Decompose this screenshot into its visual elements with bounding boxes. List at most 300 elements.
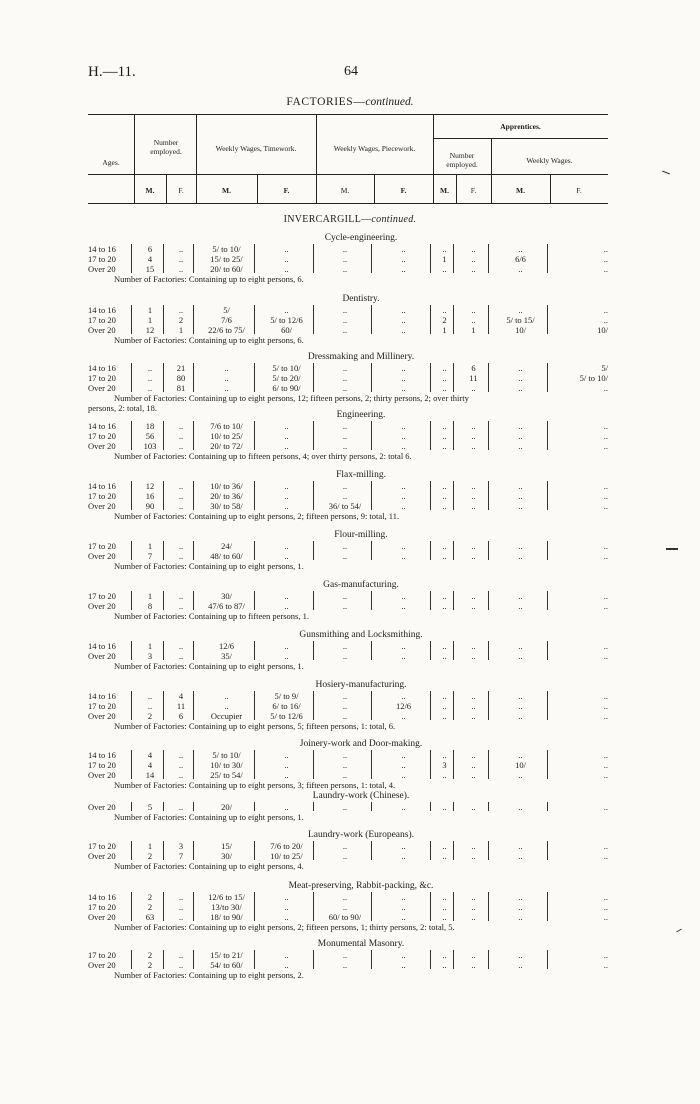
cell-timework-f: .. [284, 491, 289, 501]
column-rule [131, 892, 132, 921]
table-row [88, 591, 608, 601]
column-rule [453, 591, 454, 610]
column-rule [131, 691, 132, 720]
page-title [0, 96, 700, 108]
cell-appr-wages-f: .. [603, 383, 608, 393]
cell-appr-number-f: .. [471, 851, 476, 861]
column-rule [254, 750, 255, 779]
column-rule [430, 691, 431, 720]
cell-appr-wages-m: .. [518, 441, 523, 451]
cell-number-m: 56 [145, 431, 155, 441]
cell-ages: 17 to 20 [88, 315, 116, 325]
region-name: INVERCARGILL— [283, 214, 372, 225]
factories-count-note: Number of Factories: Containing up to eight persons, 2. [114, 970, 304, 980]
cell-appr-number-f: .. [471, 431, 476, 441]
cell-number-m: 1 [147, 315, 153, 325]
section-rows [88, 950, 608, 970]
column-rule [453, 363, 454, 392]
column-rule [254, 363, 255, 392]
column-rule [453, 244, 454, 273]
section-rows [88, 421, 608, 451]
cell-number-m: 2 [147, 950, 153, 960]
cell-timework-f: 5/ to 12/6 [270, 315, 303, 325]
column-rule [313, 641, 314, 660]
cell-number-f: .. [178, 591, 184, 601]
cell-piecework-m: .. [342, 802, 348, 812]
cell-appr-number-m: .. [442, 431, 447, 441]
cell-timework-m: .. [224, 383, 229, 393]
cell-number-f: 81 [176, 383, 186, 393]
cell-appr-wages-m: .. [518, 541, 523, 551]
cell-appr-wages-m: .. [518, 383, 523, 393]
column-rule [453, 892, 454, 921]
factories-count-note: Number of Factories: Containing up to fifteen persons, 4; over thirty persons, 2: total 6. [114, 451, 412, 461]
cell-number-f: .. [178, 244, 184, 254]
cell-appr-number-f: .. [471, 711, 476, 721]
cell-piecework-f: .. [401, 305, 406, 315]
cell-appr-wages-m: .. [518, 373, 523, 383]
cell-piecework-m: .. [342, 481, 348, 491]
cell-appr-number-m: .. [442, 841, 447, 851]
cell-appr-number-f: .. [471, 315, 476, 325]
section-title: Laundry-work (Chinese). [312, 791, 410, 801]
column-rule [254, 244, 255, 273]
column-rule [371, 802, 372, 811]
cell-number-f: .. [178, 601, 184, 611]
cell-timework-f: 5/ to 20/ [272, 373, 301, 383]
table-row [88, 431, 608, 441]
cell-piecework-m: .. [342, 641, 348, 651]
cell-timework-f: 10/ to 25/ [270, 851, 303, 861]
cell-appr-number-f: .. [471, 591, 476, 601]
cell-ages: 17 to 20 [88, 760, 116, 770]
column-rule [193, 541, 194, 560]
cell-piecework-f: .. [401, 501, 406, 511]
table-row [88, 551, 608, 561]
table-row [88, 950, 608, 960]
cell-piecework-m: .. [342, 325, 348, 335]
column-rule [313, 244, 314, 273]
cell-appr-number-m: .. [442, 541, 447, 551]
section-title: Gas-manufacturing. [323, 580, 399, 590]
column-rule [547, 244, 548, 273]
cell-appr-number-f: .. [471, 481, 476, 491]
table-row [88, 421, 608, 431]
cell-piecework-f: .. [401, 325, 406, 335]
cell-appr-wages-f: .. [603, 601, 608, 611]
cell-piecework-f: .. [401, 750, 406, 760]
cell-ages: 14 to 16 [88, 421, 116, 431]
factory-section [88, 880, 608, 932]
factory-section [88, 409, 608, 461]
cell-timework-m: 47/6 to 87/ [208, 601, 245, 611]
cell-appr-number-f: .. [471, 541, 476, 551]
cell-timework-f: .. [284, 902, 289, 912]
cell-number-m: 1 [147, 305, 153, 315]
cell-timework-m: 13/to 30/ [211, 902, 242, 912]
column-rule [193, 691, 194, 720]
cell-timework-f: 5/ to 10/ [272, 363, 301, 373]
column-rule [313, 363, 314, 392]
cell-number-f: .. [178, 541, 184, 551]
column-rule [488, 691, 489, 720]
column-rule [163, 892, 164, 921]
cell-piecework-m: .. [342, 960, 348, 970]
cell-appr-wages-m: .. [518, 960, 523, 970]
cell-timework-m: Occupier [210, 711, 243, 721]
column-rule [313, 691, 314, 720]
cell-appr-number-f: .. [471, 491, 476, 501]
column-rule [163, 691, 164, 720]
cell-appr-number-m: .. [442, 960, 447, 970]
cell-ages: 17 to 20 [88, 373, 116, 383]
column-rule [131, 541, 132, 560]
cell-piecework-f: .. [401, 770, 406, 780]
cell-appr-number-m: .. [442, 383, 447, 393]
section-title: Flax-milling. [336, 470, 386, 480]
cell-piecework-m: .. [342, 363, 348, 373]
cell-piecework-f: .. [401, 760, 406, 770]
factories-count-note: Number of Factories: Containing up to fifteen persons, 1. [114, 611, 309, 621]
cell-appr-number-m: .. [442, 441, 447, 451]
table-row [88, 760, 608, 770]
cell-timework-f: .. [284, 481, 289, 491]
cell-appr-wages-m: 10/ [515, 325, 526, 335]
cell-appr-wages-f: .. [603, 802, 608, 812]
col-m: M. [145, 186, 155, 195]
table-row [88, 701, 608, 711]
cell-ages: 17 to 20 [88, 701, 116, 711]
cell-timework-f: .. [284, 802, 289, 812]
column-rule [547, 950, 548, 969]
cell-appr-wages-f: .. [603, 491, 608, 501]
cell-timework-m: 30/ [221, 591, 232, 601]
factories-count-note: Number of Factories: Containing up to eight persons, 1. [114, 561, 304, 571]
column-rule [254, 691, 255, 720]
cell-number-f: .. [178, 421, 184, 431]
cell-appr-number-m: 2 [442, 315, 447, 325]
column-rule [488, 481, 489, 510]
cell-piecework-f: .. [401, 363, 406, 373]
cell-number-m: 6 [147, 244, 153, 254]
cell-appr-wages-f: .. [603, 641, 608, 651]
table-row [88, 651, 608, 661]
column-rule [430, 363, 431, 392]
factories-count-note: Number of Factories: Containing up to eight persons, 6. [114, 274, 304, 284]
cell-number-m: .. [147, 373, 153, 383]
cell-timework-f: .. [284, 541, 289, 551]
cell-appr-wages-m: .. [518, 691, 523, 701]
factory-section [88, 529, 608, 571]
column-rule [131, 244, 132, 273]
cell-appr-number-f: .. [471, 601, 476, 611]
cell-appr-wages-m: .. [518, 950, 523, 960]
table-row [88, 770, 608, 780]
section-title: Cycle-engineering. [324, 233, 398, 243]
cell-piecework-m: .. [342, 591, 348, 601]
column-rule [371, 892, 372, 921]
cell-number-m: 18 [145, 421, 155, 431]
section-title: Engineering. [336, 410, 386, 420]
column-rule [313, 802, 314, 811]
cell-piecework-m: .. [342, 760, 348, 770]
cell-number-m: 14 [145, 770, 155, 780]
region-heading [0, 214, 700, 225]
column-rule [131, 481, 132, 510]
cell-piecework-f: .. [401, 431, 406, 441]
section-title: Hosiery-manufacturing. [315, 680, 407, 690]
cell-appr-wages-m: .. [518, 551, 523, 561]
factories-count-note: Number of Factories: Containing up to eight persons, 12; fifteen persons, 2; thirty persons, 2; over thirty [114, 393, 469, 403]
cell-ages: Over 20 [88, 651, 116, 661]
cell-timework-m: 15/ to 25/ [210, 254, 243, 264]
cell-appr-number-m: .. [442, 770, 447, 780]
cell-appr-number-m: 1 [442, 254, 447, 264]
col-number-employed: Number employed. [150, 138, 182, 156]
section-title: Joinery-work and Door-making. [299, 739, 423, 749]
section-rows [88, 481, 608, 511]
column-rule [547, 750, 548, 779]
cell-appr-wages-m: .. [518, 601, 523, 611]
cell-number-f: 7 [178, 851, 184, 861]
cell-piecework-m: .. [342, 551, 348, 561]
column-rule [163, 802, 164, 811]
cell-ages: Over 20 [88, 383, 116, 393]
cell-number-f: .. [178, 441, 184, 451]
cell-timework-m: 30/ [221, 851, 232, 861]
cell-number-m: 2 [147, 892, 153, 902]
cell-timework-f: .. [284, 501, 289, 511]
column-rule [488, 950, 489, 969]
cell-appr-number-m: .. [442, 802, 447, 812]
column-rule [430, 541, 431, 560]
column-rule [430, 305, 431, 334]
column-rule [430, 841, 431, 860]
factories-count-note: Number of Factories: Containing up to eight persons, 4. [114, 861, 304, 871]
cell-appr-number-f: .. [471, 244, 476, 254]
cell-number-f: .. [178, 902, 184, 912]
column-rule [313, 950, 314, 969]
cell-appr-wages-f: .. [603, 591, 608, 601]
column-rule [488, 802, 489, 811]
section-rows [88, 892, 608, 922]
cell-number-f: .. [178, 491, 184, 501]
factories-count-note: Number of Factories: Containing up to eight persons, 6. [114, 335, 304, 345]
cell-appr-wages-m: .. [518, 501, 523, 511]
cell-appr-wages-f: 5/ [601, 363, 608, 373]
cell-appr-number-m: .. [442, 421, 447, 431]
column-rule [453, 841, 454, 860]
cell-piecework-m: .. [342, 750, 348, 760]
cell-ages: 17 to 20 [88, 591, 116, 601]
column-rule [488, 363, 489, 392]
cell-piecework-f: .. [401, 421, 406, 431]
column-rule [131, 641, 132, 660]
cell-ages: 17 to 20 [88, 254, 116, 264]
cell-number-m: 2 [147, 902, 153, 912]
cell-appr-wages-m: .. [518, 851, 523, 861]
cell-ages: Over 20 [88, 601, 116, 611]
column-rule [547, 802, 548, 811]
cell-number-f: .. [178, 960, 184, 970]
cell-appr-wages-f: .. [603, 960, 608, 970]
col-appr-wages: Weekly Wages. [526, 156, 573, 165]
column-rule [547, 691, 548, 720]
column-rule [313, 305, 314, 334]
cell-piecework-f: .. [401, 651, 406, 661]
cell-appr-number-f: .. [471, 501, 476, 511]
cell-piecework-f: .. [401, 912, 406, 922]
cell-timework-m: 18/ to 90/ [210, 912, 243, 922]
title-main: FACTORIES— [286, 96, 366, 108]
cell-appr-wages-f: .. [603, 315, 608, 325]
factory-section [88, 232, 608, 284]
column-rule [131, 950, 132, 969]
cell-ages: 17 to 20 [88, 541, 116, 551]
column-rule [163, 541, 164, 560]
col-apprentices: Apprentices. [500, 122, 541, 131]
cell-appr-number-m: .. [442, 601, 447, 611]
column-rule [430, 481, 431, 510]
column-rule [453, 481, 454, 510]
column-rule [163, 421, 164, 450]
section-title: Laundry-work (Europeans). [307, 830, 415, 840]
table-row [88, 264, 608, 274]
cell-number-f: 1 [178, 325, 184, 335]
column-rule [430, 950, 431, 969]
cell-timework-m: 10/ to 25/ [210, 431, 243, 441]
section-rows [88, 750, 608, 780]
cell-appr-number-m: .. [442, 711, 447, 721]
cell-number-m: 1 [147, 841, 153, 851]
cell-appr-wages-m: 10/ [515, 760, 526, 770]
cell-appr-wages-f: 10/ [597, 325, 608, 335]
column-rule [488, 244, 489, 273]
col-wages-timework: Weekly Wages, Timework. [215, 144, 297, 153]
column-rule [430, 421, 431, 450]
cell-number-m: 90 [145, 501, 155, 511]
cell-piecework-f: .. [401, 902, 406, 912]
column-rule [453, 750, 454, 779]
cell-ages: Over 20 [88, 551, 116, 561]
column-rule [371, 363, 372, 392]
column-rule [254, 641, 255, 660]
cell-number-f: 3 [178, 841, 184, 851]
cell-timework-m: 54/ to 60/ [210, 960, 243, 970]
column-rule [131, 591, 132, 610]
column-rule [371, 481, 372, 510]
cell-appr-wages-f: .. [603, 841, 608, 851]
table-row [88, 383, 608, 393]
cell-number-f: 21 [176, 363, 186, 373]
column-rule [488, 641, 489, 660]
cell-ages: 14 to 16 [88, 481, 116, 491]
cell-piecework-f: .. [401, 641, 406, 651]
section-rows [88, 641, 608, 661]
cell-piecework-m: .. [342, 691, 348, 701]
cell-appr-wages-f: .. [603, 701, 608, 711]
column-rule [254, 892, 255, 921]
column-rule [371, 591, 372, 610]
cell-timework-m: 10/ to 30/ [210, 760, 243, 770]
column-rule [547, 481, 548, 510]
cell-piecework-f: .. [401, 960, 406, 970]
column-rule [163, 750, 164, 779]
cell-appr-wages-f: .. [603, 691, 608, 701]
column-rule [547, 841, 548, 860]
table-row [88, 373, 608, 383]
cell-appr-number-m: .. [442, 264, 447, 274]
column-rule [547, 305, 548, 334]
cell-appr-number-m: .. [442, 373, 447, 383]
cell-appr-number-f: .. [471, 651, 476, 661]
cell-timework-m: 25/ to 54/ [210, 770, 243, 780]
cell-timework-f: .. [284, 431, 289, 441]
cell-appr-wages-f: .. [603, 264, 608, 274]
cell-ages: 14 to 16 [88, 305, 116, 315]
cell-number-f: .. [178, 950, 184, 960]
section-rows [88, 691, 608, 721]
col-m: M. [516, 186, 525, 195]
table-row [88, 841, 608, 851]
column-rule [313, 481, 314, 510]
column-rule [453, 691, 454, 720]
cell-appr-wages-f: .. [603, 651, 608, 661]
section-title: Flour-milling. [334, 530, 388, 540]
cell-piecework-f: .. [401, 254, 406, 264]
cell-number-m: 7 [147, 551, 153, 561]
cell-timework-m: .. [224, 701, 229, 711]
table-row [88, 802, 608, 812]
column-rule [488, 305, 489, 334]
section-title: Monumental Masonry. [317, 939, 405, 949]
cell-number-m: 8 [147, 601, 153, 611]
cell-number-f: 2 [178, 315, 184, 325]
column-rule [430, 802, 431, 811]
cell-timework-f: .. [284, 892, 289, 902]
cell-timework-f: .. [284, 244, 289, 254]
cell-number-m: .. [147, 363, 153, 373]
factories-count-note: Number of Factories: Containing up to eight persons, 3; fifteen persons, 1: total, 4. [114, 780, 396, 790]
cell-number-f: 4 [178, 691, 184, 701]
cell-ages: 14 to 16 [88, 750, 116, 760]
cell-timework-m: 7/6 to 10/ [210, 421, 243, 431]
column-rule [453, 950, 454, 969]
section-rows [88, 591, 608, 611]
cell-timework-f: 6/ to 90/ [272, 383, 301, 393]
cell-timework-f: .. [284, 750, 289, 760]
cell-timework-f: .. [284, 421, 289, 431]
cell-appr-number-m: .. [442, 491, 447, 501]
column-rule [254, 591, 255, 610]
column-rule [371, 950, 372, 969]
cell-piecework-m: .. [342, 491, 348, 501]
cell-ages: Over 20 [88, 912, 116, 922]
cell-appr-wages-f: .. [603, 902, 608, 912]
cell-number-f: .. [178, 802, 184, 812]
cell-appr-number-f: .. [471, 841, 476, 851]
cell-piecework-m: .. [342, 244, 348, 254]
cell-appr-number-f: .. [471, 750, 476, 760]
column-rule [163, 481, 164, 510]
cell-appr-wages-f: .. [603, 711, 608, 721]
cell-appr-number-m: .. [442, 691, 447, 701]
cell-appr-number-m: .. [442, 244, 447, 254]
column-rule [371, 305, 372, 334]
cell-appr-wages-f: .. [603, 760, 608, 770]
cell-appr-wages-m: .. [518, 802, 523, 812]
table-row [88, 601, 608, 611]
